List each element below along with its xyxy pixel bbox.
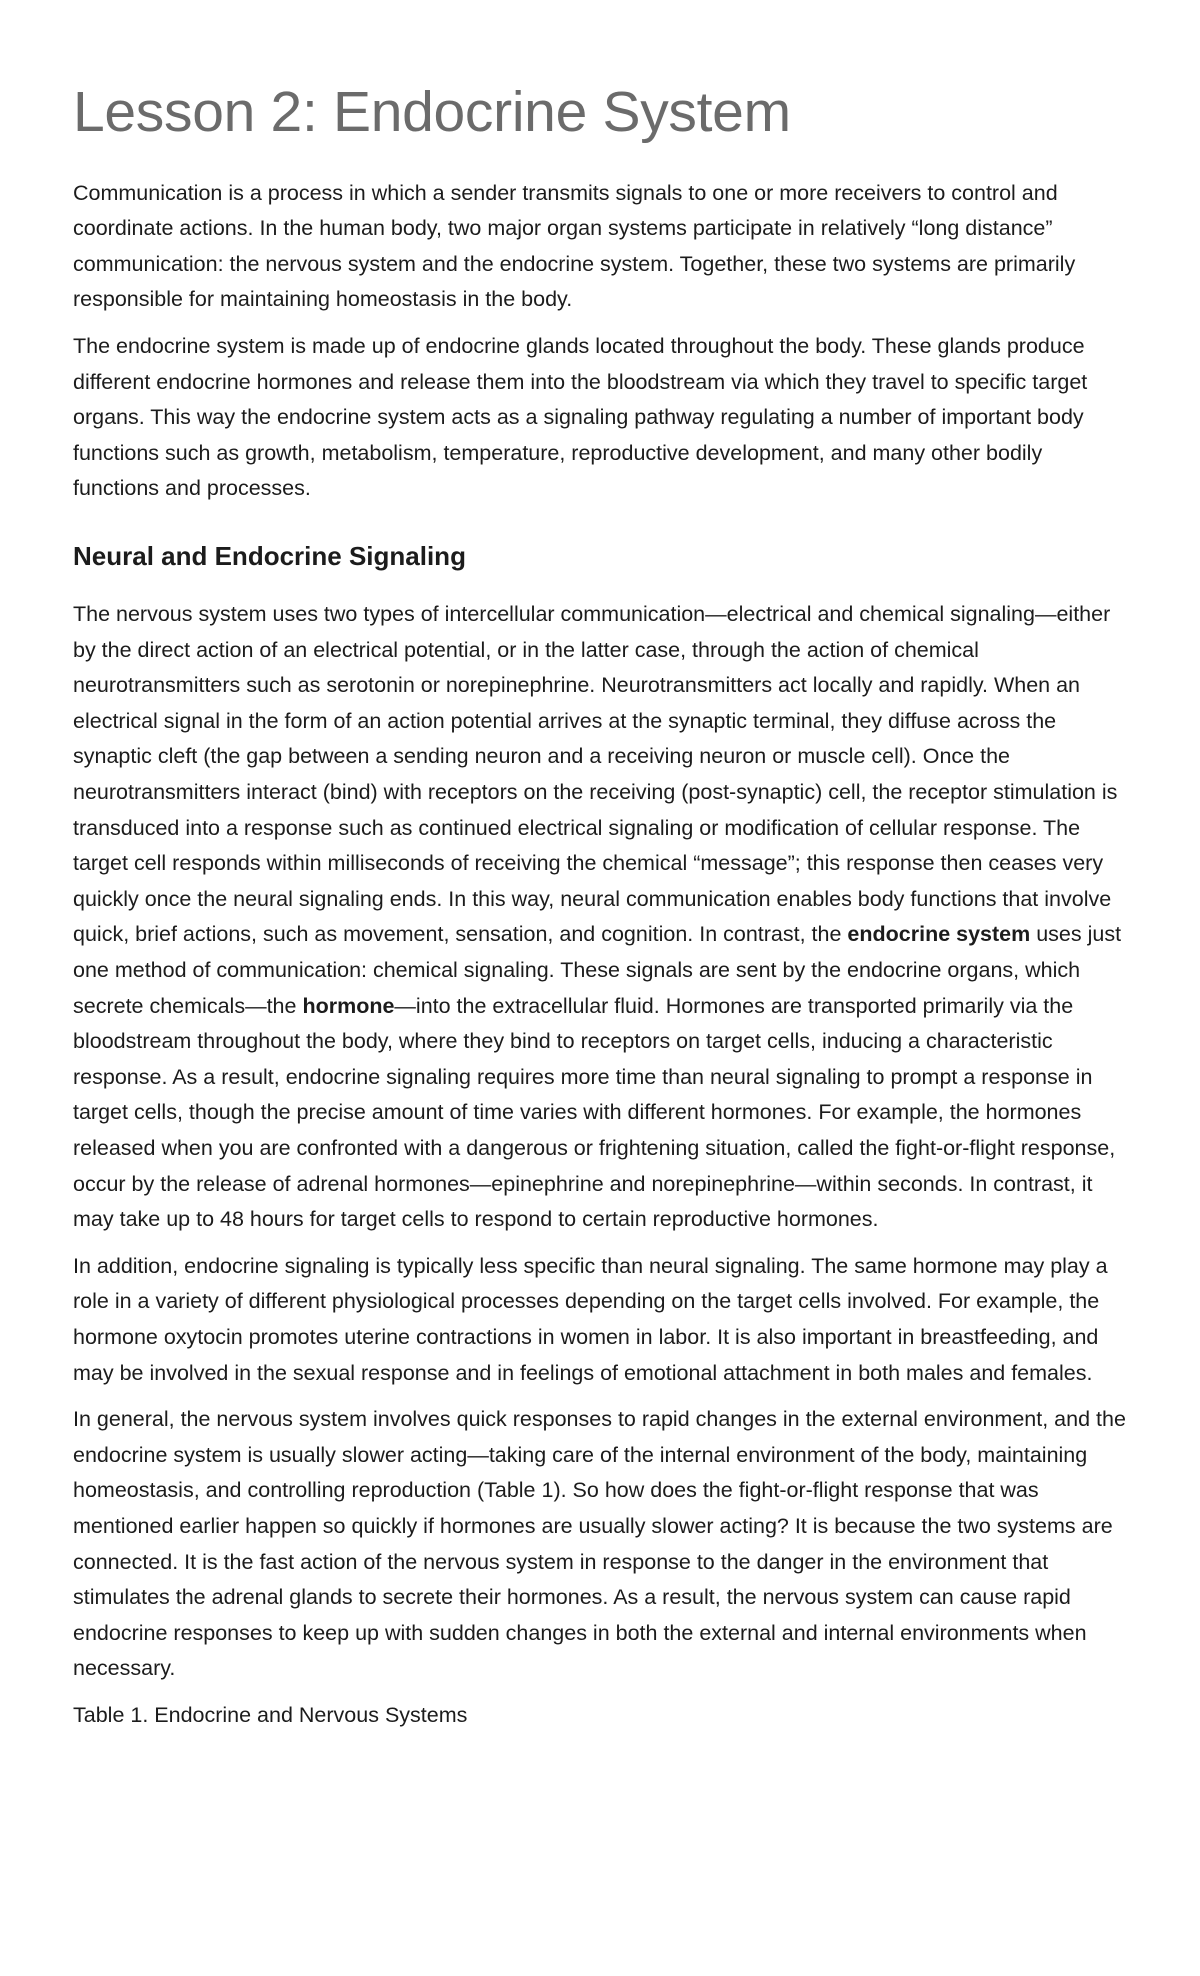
table-caption: Table 1. Endocrine and Nervous Systems [73,1702,468,1727]
intro-paragraph-2: The endocrine system is made up of endocrine glands located throughout the body. These glands produce different endocrine hormones and release them into the bloodstream via which they travel to specific target organs. This way the endocrine system acts as a signaling pathway regulating a number of important body functions such as growth, metabolism, temperature, reproductive development, and many other bodily functions and processes. [73,333,1088,501]
section-paragraph-3: In general, the nervous system involves quick responses to rapid changes in the external environment, and the endocrine system is usually slower acting—taking care of the internal environment of the body, maintaining homeostasis, and controlling reproduction (Table 1). So how does the fight-or-flight response that was mentioned earlier happen so quickly if hormones are usually slower acting? It is because the two systems are connected. It is the fast action of the nervous system in response to the danger in the environment that stimulates the adrenal glands to secrete their hormones. As a result, the nervous system can cause rapid endocrine responses to keep up with sudden changes in both the external and internal environments when necessary. [73,1407,1126,1681]
section-paragraph-1 [73,597,1132,1238]
section-paragraph-1-part-3: —into the extracellular fluid. Hormones are transported primarily via the bloodstream throughout the body, where they bind to receptors on target cells, inducing a characteristic response. As a result, endocrine signaling requires more time than neural signaling to prompt a response in target cells, though the precise amount of time varies with different hormones. For example, the hormones released when you are confronted with a dangerous or frightening situation, called the fight-or-flight response, occur by the release of adrenal hormones—epinephrine and norepinephrine—within seconds. In contrast, it may take up to 48 hours for target cells to respond to certain reproductive hormones. [73,993,1116,1232]
intro-paragraph-1: Communication is a process in which a sender transmits signals to one or more receivers to control and coordinate actions. In the human body, two major organ systems participate in relatively “long distance” communication: the nervous system and the endocrine system. Together, these two systems are primarily responsible for maintaining homeostasis in the body. [73,180,1076,312]
section-paragraph-1-part-2: uses just one method of communication: chemical signaling. These signals are sent by the endocrine organs, which secrete chemicals—the [73,922,1122,1018]
section-heading: Neural and Endocrine Signaling [73,540,466,571]
bold-term-hormone: hormone [302,993,395,1018]
section-paragraph-1-part-1: The nervous system uses two types of intercellular communication—electrical and chemical signaling—either by the direct action of an electrical potential, or in the latter case, through the action of chemical neurotransmitters such as serotonin or norepinephrine. Neurotransmitters act locally and rapidly. When an electrical signal in the form of an action potential arrives at the synaptic terminal, they diffuse across the synaptic cleft (the gap between a sending neuron and a receiving neuron or muscle cell). Once the neurotransmitters interact (bind) with receptors on the receiving (post-synaptic) cell, the receptor stimulation is transduced into a response such as continued electrical signaling or modification of cellular response. The target cell responds within milliseconds of receiving the chemical “message”; this response then ceases very quickly once the neural signaling ends. In this way, neural communication enables body functions that involve quick, brief actions, such as movement, sensation, and cognition. In contrast, the [73,602,1118,947]
section-paragraph-2: In addition, endocrine signaling is typically less specific than neural signaling. The same hormone may play a role in a variety of different physiological processes depending on the target cells involved. For example, the hormone oxytocin promotes uterine contractions in women in labor. It is also important in breastfeeding, and may be involved in the sexual response and in feelings of emotional attachment in both males and females. [73,1253,1108,1385]
page-title: Lesson 2: Endocrine System [73,80,791,144]
bold-term-endocrine-system: endocrine system [847,922,1031,947]
